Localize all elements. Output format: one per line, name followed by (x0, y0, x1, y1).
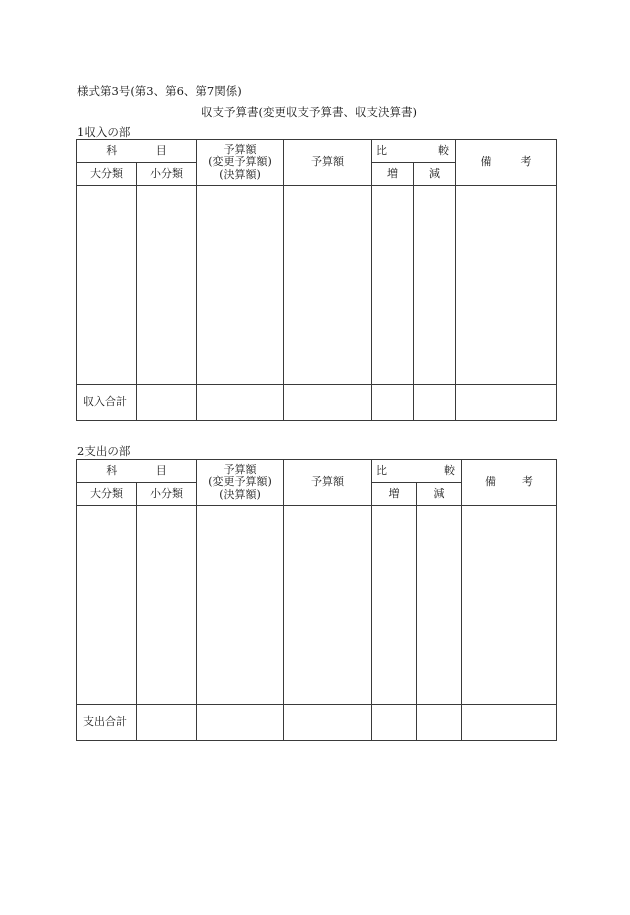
budget-header (197, 460, 284, 506)
expense-total-label: 支出合計 (77, 705, 137, 741)
major-category-header: 大分類 (77, 483, 137, 506)
expense-table (76, 459, 557, 741)
major-category-cell[interactable] (77, 506, 137, 705)
increase-header: 増 (372, 163, 414, 186)
total-budget-cell[interactable] (197, 705, 284, 741)
total-minor-cell[interactable] (137, 705, 197, 741)
prev-budget-header: 予算額 (284, 140, 372, 186)
comparison-header-part: 較 (438, 143, 449, 157)
document-title: 収支予算書(変更収支予算書、収支決算書) (201, 105, 417, 119)
increase-cell[interactable] (372, 186, 414, 385)
total-increase-cell[interactable] (372, 385, 414, 421)
minor-category-header: 小分類 (137, 483, 197, 506)
remarks-header-part: 考 (522, 475, 533, 489)
minor-category-cell[interactable] (137, 506, 197, 705)
expense-entry-area (77, 506, 557, 705)
category-header (77, 140, 197, 163)
remarks-header (462, 460, 557, 506)
decrease-header: 減 (414, 163, 456, 186)
total-prev-budget-cell[interactable] (284, 705, 372, 741)
remarks-cell[interactable] (456, 186, 557, 385)
total-decrease-cell[interactable] (417, 705, 462, 741)
prev-budget-header: 予算額 (284, 460, 372, 506)
expense-total-row (77, 705, 557, 741)
total-prev-budget-cell[interactable] (284, 385, 372, 421)
total-decrease-cell[interactable] (414, 385, 456, 421)
major-category-cell[interactable] (77, 186, 137, 385)
income-section-title: 1収入の部 (77, 125, 131, 139)
income-total-label: 収入合計 (77, 385, 137, 421)
remarks-header (456, 140, 557, 186)
budget-header-line1: 予算額 (223, 142, 257, 156)
comparison-header-part: 比 (376, 463, 387, 477)
total-remarks-cell[interactable] (462, 705, 557, 741)
remarks-header-part: 備 (480, 155, 492, 169)
budget-header (197, 140, 284, 186)
comparison-header (372, 140, 456, 163)
total-increase-cell[interactable] (372, 705, 417, 741)
budget-cell[interactable] (197, 506, 284, 705)
prev-budget-cell[interactable] (284, 186, 372, 385)
form-number: 様式第3号(第3、第6、第7関係) (77, 84, 242, 98)
budget-cell[interactable] (197, 186, 284, 385)
budget-header-line3: (決算額) (219, 487, 261, 501)
category-header-part: 目 (155, 463, 167, 477)
comparison-header-part: 比 (376, 143, 387, 157)
prev-budget-cell[interactable] (284, 506, 372, 705)
minor-category-cell[interactable] (137, 186, 197, 385)
increase-header: 増 (372, 483, 417, 506)
remarks-header-part: 考 (520, 155, 532, 169)
income-entry-area (77, 186, 557, 385)
income-total-row (77, 385, 557, 421)
comparison-header-part: 較 (444, 463, 455, 477)
increase-cell[interactable] (372, 506, 417, 705)
budget-header-line2: (変更予算額) (208, 155, 272, 169)
category-header-part: 目 (155, 143, 167, 157)
budget-header-line2: (変更予算額) (208, 475, 272, 489)
remarks-cell[interactable] (462, 506, 557, 705)
major-category-header: 大分類 (77, 163, 137, 186)
decrease-cell[interactable] (414, 186, 456, 385)
decrease-header: 減 (417, 483, 462, 506)
budget-header-line3: (決算額) (219, 167, 261, 181)
total-minor-cell[interactable] (137, 385, 197, 421)
category-header-part: 科 (106, 463, 118, 477)
minor-category-header: 小分類 (137, 163, 197, 186)
decrease-cell[interactable] (417, 506, 462, 705)
remarks-header-part: 備 (485, 475, 496, 489)
budget-header-line1: 予算額 (223, 462, 257, 476)
category-header (77, 460, 197, 483)
income-table (76, 139, 557, 421)
total-budget-cell[interactable] (197, 385, 284, 421)
comparison-header (372, 460, 462, 483)
total-remarks-cell[interactable] (456, 385, 557, 421)
category-header-part: 科 (106, 143, 118, 157)
expense-section-title: 2支出の部 (77, 444, 131, 458)
